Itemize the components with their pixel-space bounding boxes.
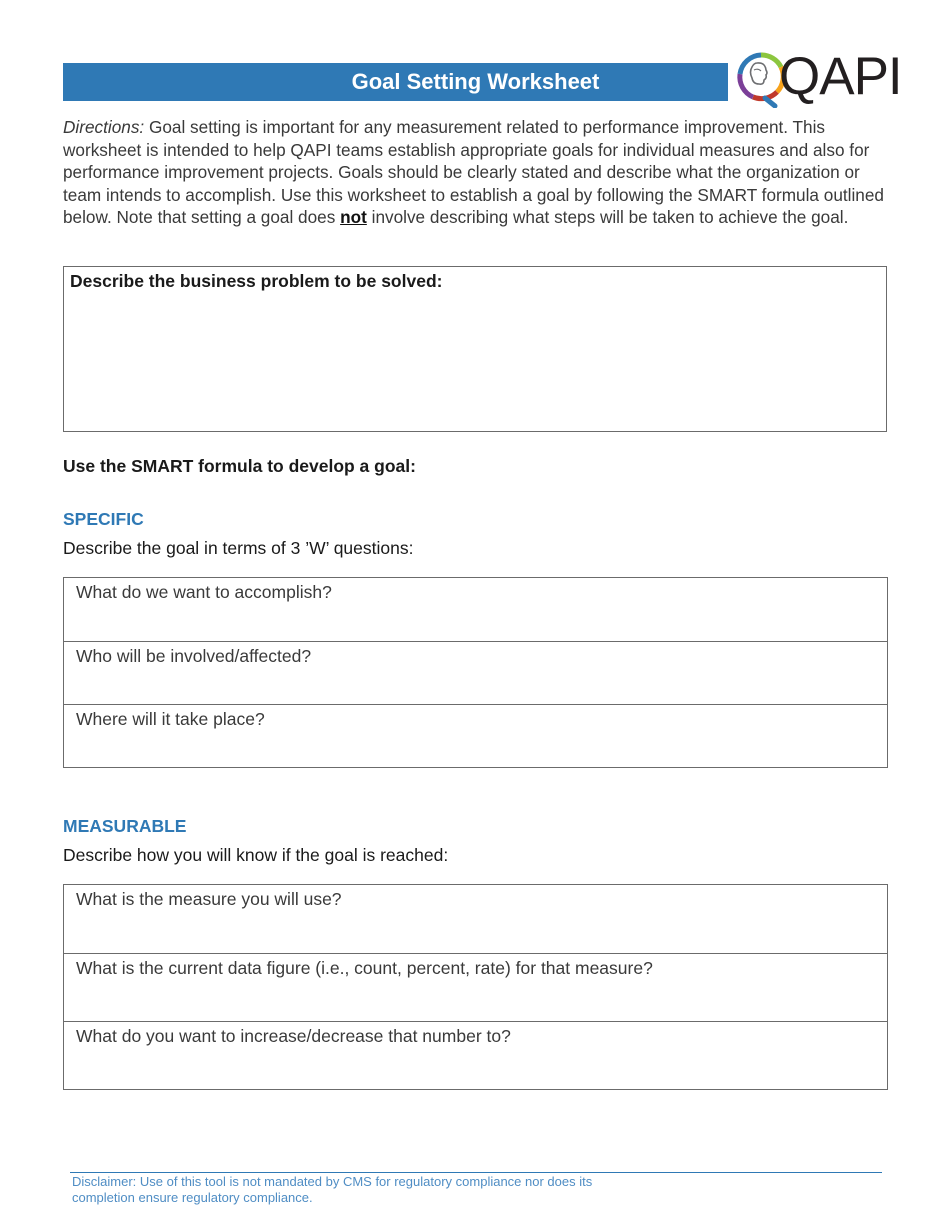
measurable-question-field[interactable] xyxy=(64,1021,887,1089)
question-label: Where will it take place? xyxy=(76,709,265,729)
qapi-logo xyxy=(735,47,902,108)
directions-text-after: involve describing what steps will be taken to achieve the goal. xyxy=(366,207,849,227)
directions-paragraph xyxy=(63,116,888,229)
specific-questions-table xyxy=(63,577,888,768)
specific-question-field[interactable] xyxy=(64,641,887,704)
measurable-heading: MEASURABLE xyxy=(63,816,187,836)
directions-label: Directions: xyxy=(63,117,145,137)
business-problem-label: Describe the business problem to be solved: xyxy=(70,271,443,291)
measurable-question-field[interactable] xyxy=(64,953,887,1021)
logo-text: QAPI xyxy=(779,47,902,106)
page-title: Goal Setting Worksheet xyxy=(351,69,600,94)
question-label: What is the measure you will use? xyxy=(76,889,342,909)
question-label: What do you want to increase/decrease that number to? xyxy=(76,1026,511,1046)
specific-heading: SPECIFIC xyxy=(63,509,144,529)
directions-text-before: Goal setting is important for any measurement related to performance improvement. This worksheet is intended to help QAPI teams establish appropriate goals for individual measures and also for performance improvement projects. Goals should be clearly stated and describe what the organization or team intends to accomplish. Use this worksheet to establish a goal by following the SMART formula outlined below. Note that setting a goal does xyxy=(63,117,884,227)
specific-question-field[interactable] xyxy=(64,704,887,767)
measurable-question-field[interactable] xyxy=(64,885,887,953)
question-label: What do we want to accomplish? xyxy=(76,582,332,602)
business-problem-field[interactable] xyxy=(63,266,887,432)
measurable-description: Describe how you will know if the goal is reached: xyxy=(63,845,449,865)
question-label: Who will be involved/affected? xyxy=(76,646,312,666)
footer-divider xyxy=(70,1172,882,1173)
specific-question-field[interactable] xyxy=(64,578,887,641)
smart-heading: Use the SMART formula to develop a goal: xyxy=(63,456,416,476)
measurable-questions-table xyxy=(63,884,888,1090)
specific-description: Describe the goal in terms of 3 ’W’ questions: xyxy=(63,538,414,558)
header-bar xyxy=(63,63,728,101)
question-label: What is the current data figure (i.e., count, percent, rate) for that measure? xyxy=(76,958,653,978)
disclaimer-text: Disclaimer: Use of this tool is not mandated by CMS for regulatory compliance nor does its completion ensure regulatory compliance. xyxy=(72,1174,593,1205)
directions-emphasis: not xyxy=(340,207,367,227)
